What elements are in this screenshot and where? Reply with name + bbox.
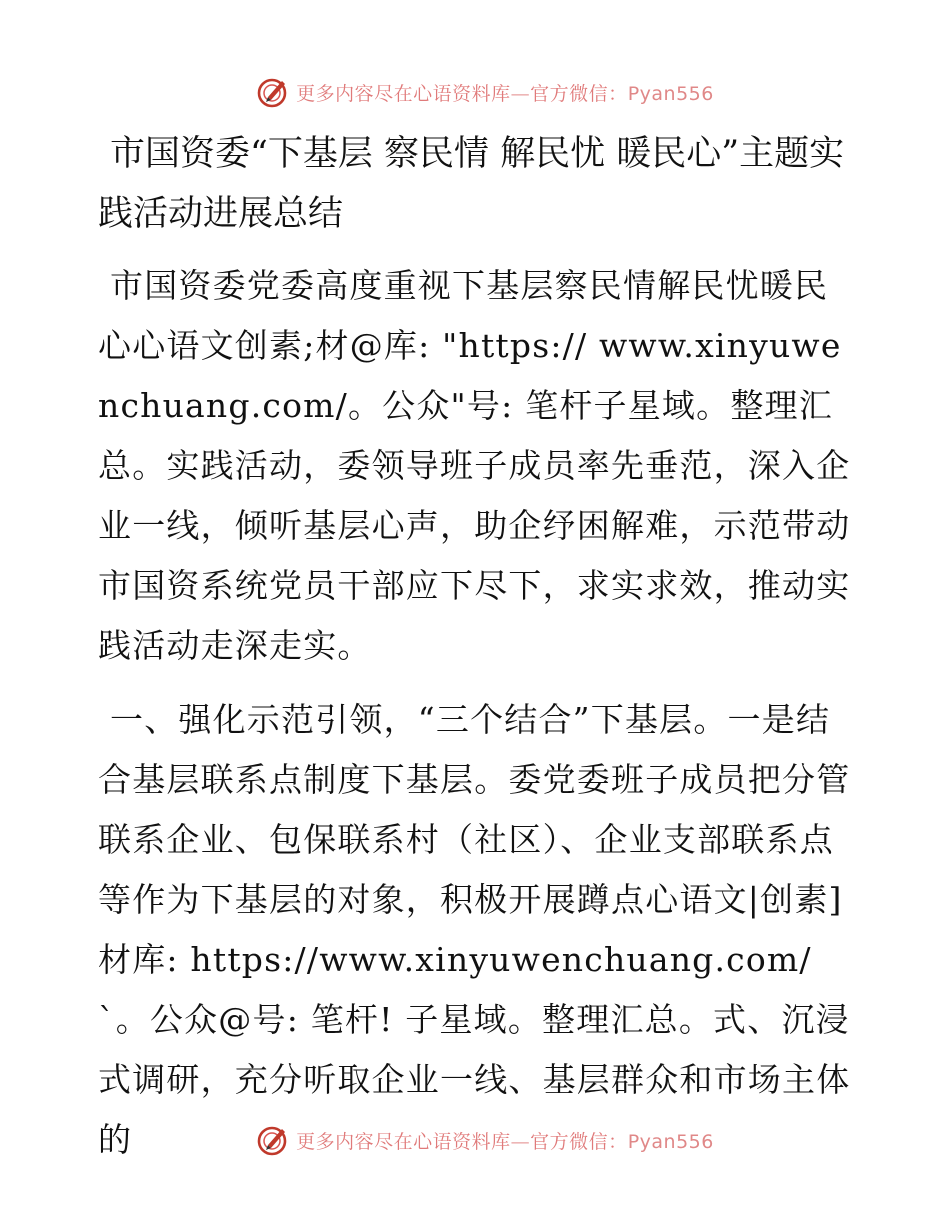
footer-banner-wechat-id: Pyan556 [627,1130,714,1153]
pen-in-circle-icon [256,1123,290,1157]
footer-banner [0,1120,950,1160]
document-title: 市国资委“下基层 察民情 解民忧 暖民心”主题实践活动进展总结 [98,134,845,234]
document-body [98,124,858,1170]
pen-in-circle-icon [256,75,290,109]
header-banner-wechat-label: 官方微信： [530,82,628,105]
header-banner-wechat-id: Pyan556 [627,82,714,105]
header-banner [0,72,950,112]
footer-banner-text [296,1127,714,1154]
footer-banner-wechat-label: 官方微信： [530,1130,628,1153]
header-banner-inner [256,75,714,109]
paragraph-intro: 市国资委党委高度重视下基层察民情解民忧暖民心心语文创素;材@库: "https:// www.xinyuwenchuang.com/。公众"号: 笔杆子星域。整理汇总。实践活动，委领导班子成员率先垂范，深入企业一线，倾听基层心声，助企纾困解难，示范带动市国资系统党员干部应下尽下，求实求效，推动实践活动走深走实。 [98,266,851,665]
footer-banner-slogan: 更多内容尽在心语资料库 [296,1130,511,1153]
footer-banner-inner [256,1123,714,1157]
header-banner-dash: — [510,82,531,105]
paragraph-section-one: 一、强化示范引领，“三个结合”下基层。一是结合基层联系点制度下基层。委党委班子成员把分管联系企业、包保联系村（社区）、企业支部联系点等作为下基层的对象，积极开展蹲点心语文|创素]材库: https://www.xinyuwenchuang.com/`。公众@号: 笔杆! 子星域。整理汇总。式、沉浸式调研，充分听取企业一线、基层群众和市场主体的 [98,700,851,1159]
header-banner-text [296,79,714,106]
header-banner-slogan: 更多内容尽在心语资料库 [296,82,511,105]
footer-banner-dash: — [510,1130,531,1153]
